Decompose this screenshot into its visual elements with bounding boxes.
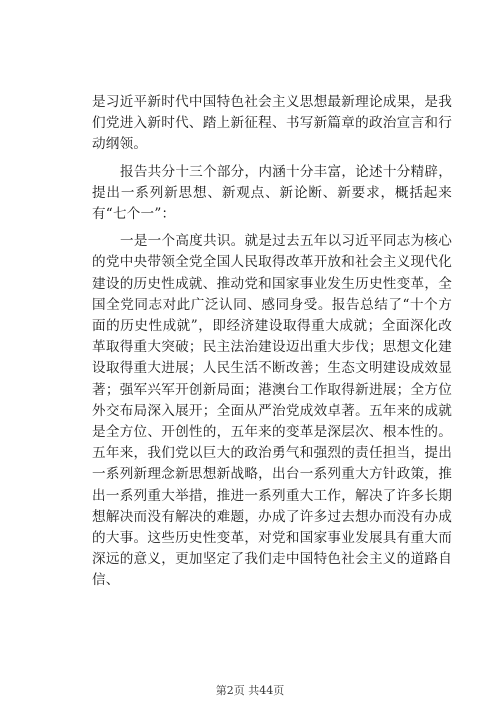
paragraph-consensus: 一是一个高度共识。就是过去五年以习近平同志为核心的党中央带领全党全国人民取得改革开放和社会主义现代化建设的历史性成就、推动党和国家事业发生历史性变革，全国全党同志对此广泛认同、感同身受。报告总结了“十个方面的历史性成就”，即经济建设取得重大成就；全面深化改革取得重大突破；民主法治建设迈出重大步伐；思想文化建设取得重大进展；人民生活不断改善；生态文明建设成效显著；强军兴军开创新局面；港澳台工作取得新进展；全方位外交布局深入展开；全面从严治党成效卓著。五年来的成就是全方位、开创性的，五年来的变革是深层次、根本性的。五年来，我们党以巨大的政治勇气和强烈的责任担当，提出一系列新理念新思想新战略，出台一系列重大方针政策，推出一系列重大举措，推进一系列重大工作，解决了许多长期想解决而没有解决的难题，办成了许多过去想办而没有办成的大事。这些历史性变革，对党和国家事业发展具有重大而深远的意义，更加坚定了我们走中国特色社会主义的道路自信、 [92,233,452,589]
page-number-footer: 第2页 共44页 [215,684,285,697]
paragraph-report-summary: 报告共分十三个部分，内涵十分丰富，论述十分精辟，提出一系列新思想、新观点、新论断、新要求，概括起来有“七个一”： [92,163,452,223]
paragraph-continued: 是习近平新时代中国特色社会主义思想最新理论成果，是我们党进入新时代、踏上新征程、书写新篇章的政治宣言和行动纲领。 [92,94,452,153]
document-body [92,92,452,592]
